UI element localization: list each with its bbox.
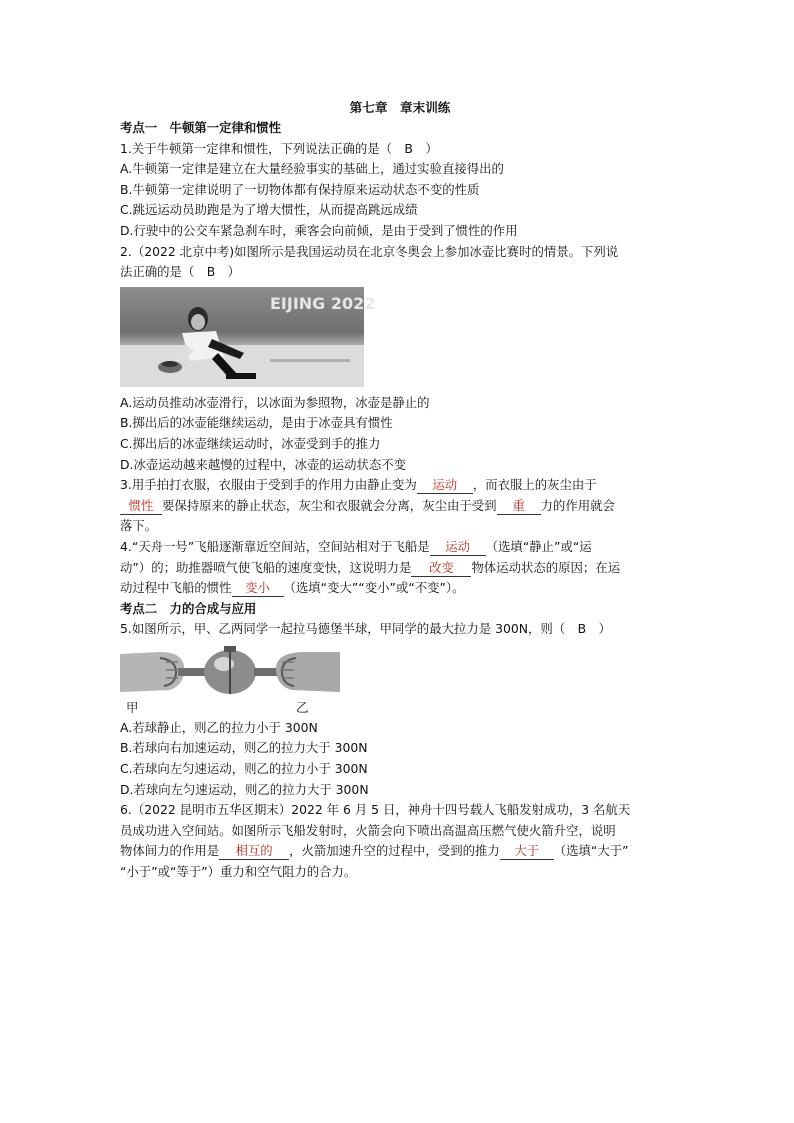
- question-5-option-b: B.若球向右加速运动，则乙的拉力大于 300N: [120, 740, 368, 756]
- question-6-line-1: 6.（2022 昆明市五华区期末）2022 年 6 月 5 日，神舟十四号载人飞船发射成功，3 名航天: [120, 802, 631, 818]
- question-1-option-b: B.牛顿第一定律说明了一切物体都有保持原来运动状态不变的性质: [120, 181, 480, 197]
- question-3-blank-2: 惯性: [120, 498, 162, 515]
- question-4-blank-1: 运动: [430, 539, 486, 556]
- question-5-answer: B: [577, 621, 587, 637]
- magdeburg-hemispheres-image: [120, 644, 340, 700]
- label-jia: 甲: [126, 699, 139, 715]
- question-2-option-b: B.掷出后的冰壶能继续运动，是由于冰壶具有惯性: [120, 415, 393, 431]
- question-1-option-d: D.行驶中的公交车紧急刹车时，乘客会向前倾，是由于受到了惯性的作用: [120, 222, 518, 238]
- question-5-stem: 5.如图所示，甲、乙两同学一起拉马德堡半球，甲同学的最大拉力是 300N，则（ B ）: [120, 621, 611, 637]
- question-6-line-4: “小于”或“等于”）重力和空气阻力的合力。: [120, 864, 357, 880]
- section-heading-1: 考点一 牛顿第一定律和惯性: [120, 120, 282, 135]
- question-3-line-2: 惯性 要保持原来的静止状态，灰尘和衣服就会分离，灰尘由于受到 重 力的作用就会: [120, 496, 680, 517]
- question-2-answer: B: [206, 264, 216, 280]
- question-2-option-c: C.掷出后的冰壶继续运动时，冰壶受到手的推力: [120, 435, 381, 451]
- curling-photo: [120, 287, 376, 387]
- question-5-option-d: D.若球向左匀速运动，则乙的拉力大于 300N: [120, 781, 369, 797]
- question-4-blank-2: 改变: [411, 560, 471, 577]
- question-4-line-3: 动过程中飞船的惯性 变小 （选填“变大”“变小”或“不变”）。: [120, 580, 465, 596]
- question-6-blank-2: 大于: [500, 843, 554, 860]
- question-1-option-c: C.跳远运动员助跑是为了增大惯性，从而提高跳远成绩: [120, 202, 418, 218]
- question-2-stem-line-1: 2.（2022 北京中考)如图所示是我国运动员在北京冬奥会上参加冰壶比赛时的情景。下列说: [120, 243, 619, 259]
- magdeburg-hemispheres-photo: [120, 644, 340, 718]
- question-2-stem-line-2: 法正确的是（ B ）: [120, 264, 241, 280]
- page-title: 第七章 章末训练: [349, 100, 451, 115]
- question-6-line-2: 员成功进入空间站。如图所示飞船发射时，火箭会向下喷出高温高压燃气使火箭升空，说明: [120, 822, 616, 838]
- question-3-line-3: 落下。: [120, 518, 158, 534]
- question-4-line-1: 4.“天舟一号”飞船逐渐靠近空间站，空间站相对于飞船是 运动 （选填“静止”或“运: [120, 538, 592, 554]
- question-6-blank-1: 相互的: [219, 843, 289, 860]
- question-3-line-1: 3.用手拍打衣服，衣服由于受到手的作用力由静止变为 运动 ，而衣服上的灰尘由于: [120, 477, 597, 493]
- photo-banner-text: EIJING 2022: [270, 293, 376, 313]
- question-2-option-a: A.运动员推动冰壶滑行，以冰面为参照物，冰壶是静止的: [120, 394, 430, 410]
- curling-photo-image: [120, 287, 376, 387]
- question-4-line-2: 动”）的；助推器喷气使飞船的速度变快，这说明力是 改变 物体运动状态的原因；在运: [120, 559, 621, 575]
- label-yi: 乙: [296, 699, 309, 715]
- question-3-blank-3: 重: [497, 498, 541, 515]
- question-1-stem: 1.关于牛顿第一定律和惯性，下列说法正确的是（ B ）: [120, 140, 438, 156]
- question-3-blank-1: 运动: [417, 477, 473, 494]
- section-heading-2: 考点二 力的合成与应用: [120, 600, 257, 616]
- question-2-option-d: D.冰壶运动越来越慢的过程中，冰壶的运动状态不变: [120, 456, 407, 472]
- question-1-option-a: A.牛顿第一定律是建立在大量经验事实的基础上，通过实验直接得出的: [120, 161, 504, 177]
- question-6-line-3: 物体间力的作用是 相互的 ，火箭加速升空的过程中，受到的推力 大于 （选填“大于”: [120, 843, 629, 859]
- question-4-blank-3: 变小: [232, 580, 284, 597]
- question-5-option-c: C.若球向左匀速运动，则乙的拉力小于 300N: [120, 761, 368, 777]
- question-5-option-a: A.若球静止，则乙的拉力小于 300N: [120, 719, 318, 735]
- question-1-answer: B: [404, 140, 413, 156]
- worksheet: [120, 98, 680, 883]
